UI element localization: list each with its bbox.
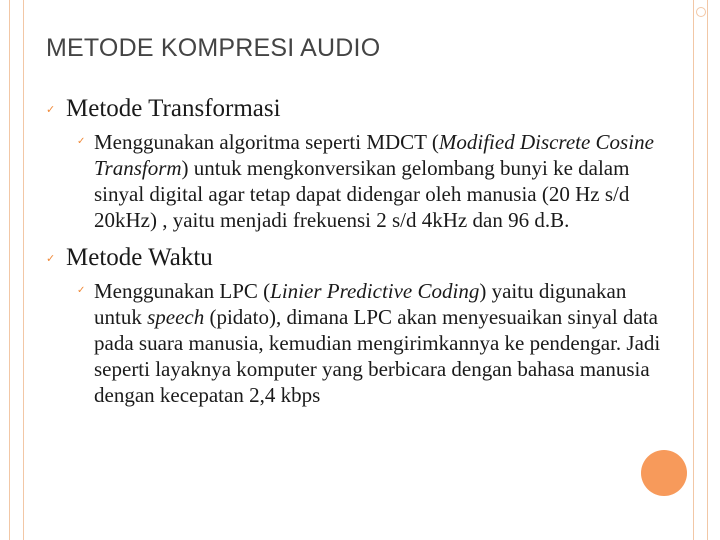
bullet-text-italic: Linier Predictive Coding <box>270 279 480 303</box>
corner-dot-decoration <box>696 7 706 17</box>
bullet-icon: ✓ <box>46 103 56 116</box>
bullet-icon: ✓ <box>77 285 86 296</box>
section-bullet-text <box>94 278 676 408</box>
bullet-text-italic: Modified Discrete Cosine Transform <box>94 130 654 180</box>
section-heading <box>46 243 676 273</box>
orange-circle-decoration <box>641 450 687 496</box>
section-bullet <box>77 129 676 233</box>
bullet-text-pre: Menggunakan LPC ( <box>94 279 271 303</box>
frame-line-left-inner <box>23 0 24 540</box>
bullet-text-post: ) untuk mengkonversikan gelombang bunyi ke dalam sinyal digital agar tetap dapat didengar oleh manusia (20 Hz s/d 20kHz) , yaitu menjadi frekuensi 2 s/d 4kHz dan 96 d.B. <box>94 156 630 232</box>
frame-line-left-outer <box>9 0 10 540</box>
section-transformasi <box>46 94 676 233</box>
section-bullet-text <box>94 129 676 233</box>
section-heading-text: Metode Transformasi <box>66 95 281 122</box>
bullet-icon: ✓ <box>77 136 86 147</box>
frame-line-right-inner <box>693 0 694 540</box>
frame-line-right-outer <box>707 0 708 540</box>
bullet-text-italic-speech: speech <box>147 305 205 329</box>
section-bullet <box>77 278 676 408</box>
bullet-text-post: (pidato), dimana LPC akan menyesuaikan sinyal data pada suara manusia, kemudian mengirimkannya ke pendengar. Jadi seperti layaknya komputer yang berbicara dengan bahasa manusia dengan kecepatan 2,4 kbps <box>94 305 661 407</box>
slide-content <box>46 94 676 408</box>
bullet-text-pre: Menggunakan algoritma seperti MDCT ( <box>94 130 439 154</box>
section-heading <box>46 94 676 124</box>
bullet-icon: ✓ <box>46 252 56 265</box>
bullet-text-mid: ) yaitu digunakan untuk <box>94 279 627 329</box>
section-heading-text: Metode Waktu <box>66 244 213 271</box>
slide-title: METODE KOMPRESI AUDIO <box>46 34 381 62</box>
section-waktu <box>46 243 676 408</box>
